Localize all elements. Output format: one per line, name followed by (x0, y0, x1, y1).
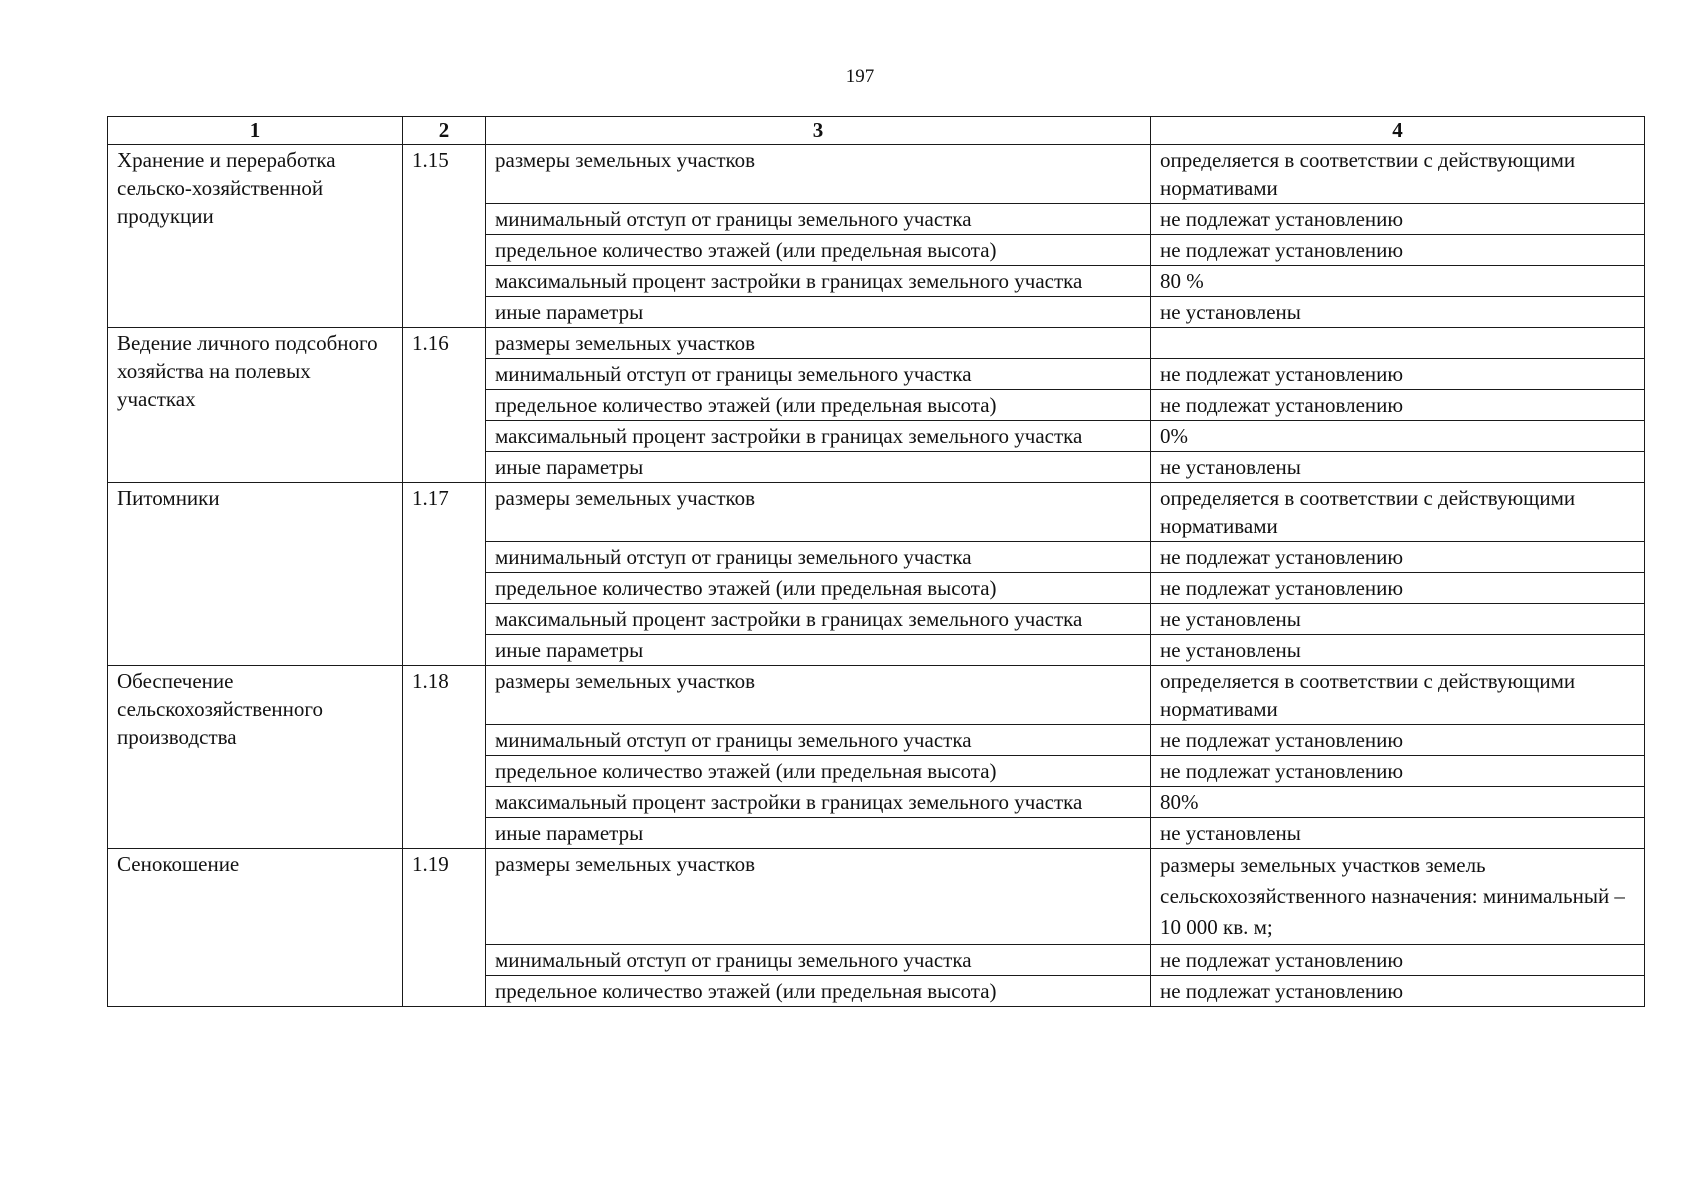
table-row (108, 328, 1645, 359)
use-type-code: 1.18 (403, 666, 486, 849)
value-cell: не подлежат установлению (1151, 390, 1645, 421)
use-type-code: 1.17 (403, 483, 486, 666)
param-cell: максимальный процент застройки в границах земельного участка (486, 266, 1151, 297)
use-type-code: 1.15 (403, 145, 486, 328)
param-cell: размеры земельных участков (486, 666, 1151, 725)
value-cell: размеры земельных участков земель сельскохозяйственного назначения: минимальный – 10 000 кв. м; (1151, 849, 1645, 945)
use-type-name: Сенокошение (108, 849, 403, 1007)
value-cell: определяется в соответствии с действующими нормативами (1151, 666, 1645, 725)
param-cell: иные параметры (486, 818, 1151, 849)
value-cell: не подлежат установлению (1151, 945, 1645, 976)
regulations-table (107, 116, 1645, 1007)
use-type-name: Питомники (108, 483, 403, 666)
value-cell: определяется в соответствии с действующими нормативами (1151, 145, 1645, 204)
table-row (108, 483, 1645, 542)
param-cell: максимальный процент застройки в границах земельного участка (486, 787, 1151, 818)
value-cell: не подлежат установлению (1151, 235, 1645, 266)
param-cell: предельное количество этажей (или предельная высота) (486, 235, 1151, 266)
param-cell: предельное количество этажей (или предельная высота) (486, 390, 1151, 421)
value-cell: не установлены (1151, 297, 1645, 328)
param-cell: размеры земельных участков (486, 483, 1151, 542)
header-cell-2: 2 (403, 117, 486, 145)
param-cell: предельное количество этажей (или предельная высота) (486, 976, 1151, 1007)
param-cell: максимальный процент застройки в границах земельного участка (486, 421, 1151, 452)
value-cell: не подлежат установлению (1151, 756, 1645, 787)
value-cell: не подлежат установлению (1151, 573, 1645, 604)
value-cell: не подлежат установлению (1151, 204, 1645, 235)
param-cell: минимальный отступ от границы земельного участка (486, 945, 1151, 976)
value-cell (1151, 328, 1645, 359)
use-type-code: 1.19 (403, 849, 486, 1007)
header-row (108, 117, 1645, 145)
value-cell: 80 % (1151, 266, 1645, 297)
table-row (108, 666, 1645, 725)
value-cell: не подлежат установлению (1151, 976, 1645, 1007)
use-type-name: Обеспечение сельскохозяйственного производства (108, 666, 403, 849)
param-cell: размеры земельных участков (486, 849, 1151, 945)
param-cell: максимальный процент застройки в границах земельного участка (486, 604, 1151, 635)
value-cell: не подлежат установлению (1151, 725, 1645, 756)
value-cell: не установлены (1151, 604, 1645, 635)
header-cell-1: 1 (108, 117, 403, 145)
value-cell: 80% (1151, 787, 1645, 818)
param-cell: иные параметры (486, 452, 1151, 483)
value-cell: не установлены (1151, 452, 1645, 483)
header-cell-3: 3 (486, 117, 1151, 145)
param-cell: предельное количество этажей (или предельная высота) (486, 573, 1151, 604)
table-row (108, 849, 1645, 945)
param-cell: иные параметры (486, 635, 1151, 666)
param-cell: иные параметры (486, 297, 1151, 328)
table-row (108, 145, 1645, 204)
page-number: 197 (845, 66, 875, 87)
param-cell: минимальный отступ от границы земельного участка (486, 542, 1151, 573)
use-type-code: 1.16 (403, 328, 486, 483)
value-cell: не установлены (1151, 635, 1645, 666)
param-cell: размеры земельных участков (486, 145, 1151, 204)
value-cell: не установлены (1151, 818, 1645, 849)
value-cell: определяется в соответствии с действующими нормативами (1151, 483, 1645, 542)
use-type-name: Ведение личного подсобного хозяйства на полевых участках (108, 328, 403, 483)
value-cell: 0% (1151, 421, 1645, 452)
param-cell: минимальный отступ от границы земельного участка (486, 359, 1151, 390)
header-cell-4: 4 (1151, 117, 1645, 145)
use-type-name: Хранение и переработка сельско-хозяйственной продукции (108, 145, 403, 328)
value-cell: не подлежат установлению (1151, 542, 1645, 573)
value-cell: не подлежат установлению (1151, 359, 1645, 390)
param-cell: предельное количество этажей (или предельная высота) (486, 756, 1151, 787)
param-cell: размеры земельных участков (486, 328, 1151, 359)
param-cell: минимальный отступ от границы земельного участка (486, 725, 1151, 756)
param-cell: минимальный отступ от границы земельного участка (486, 204, 1151, 235)
